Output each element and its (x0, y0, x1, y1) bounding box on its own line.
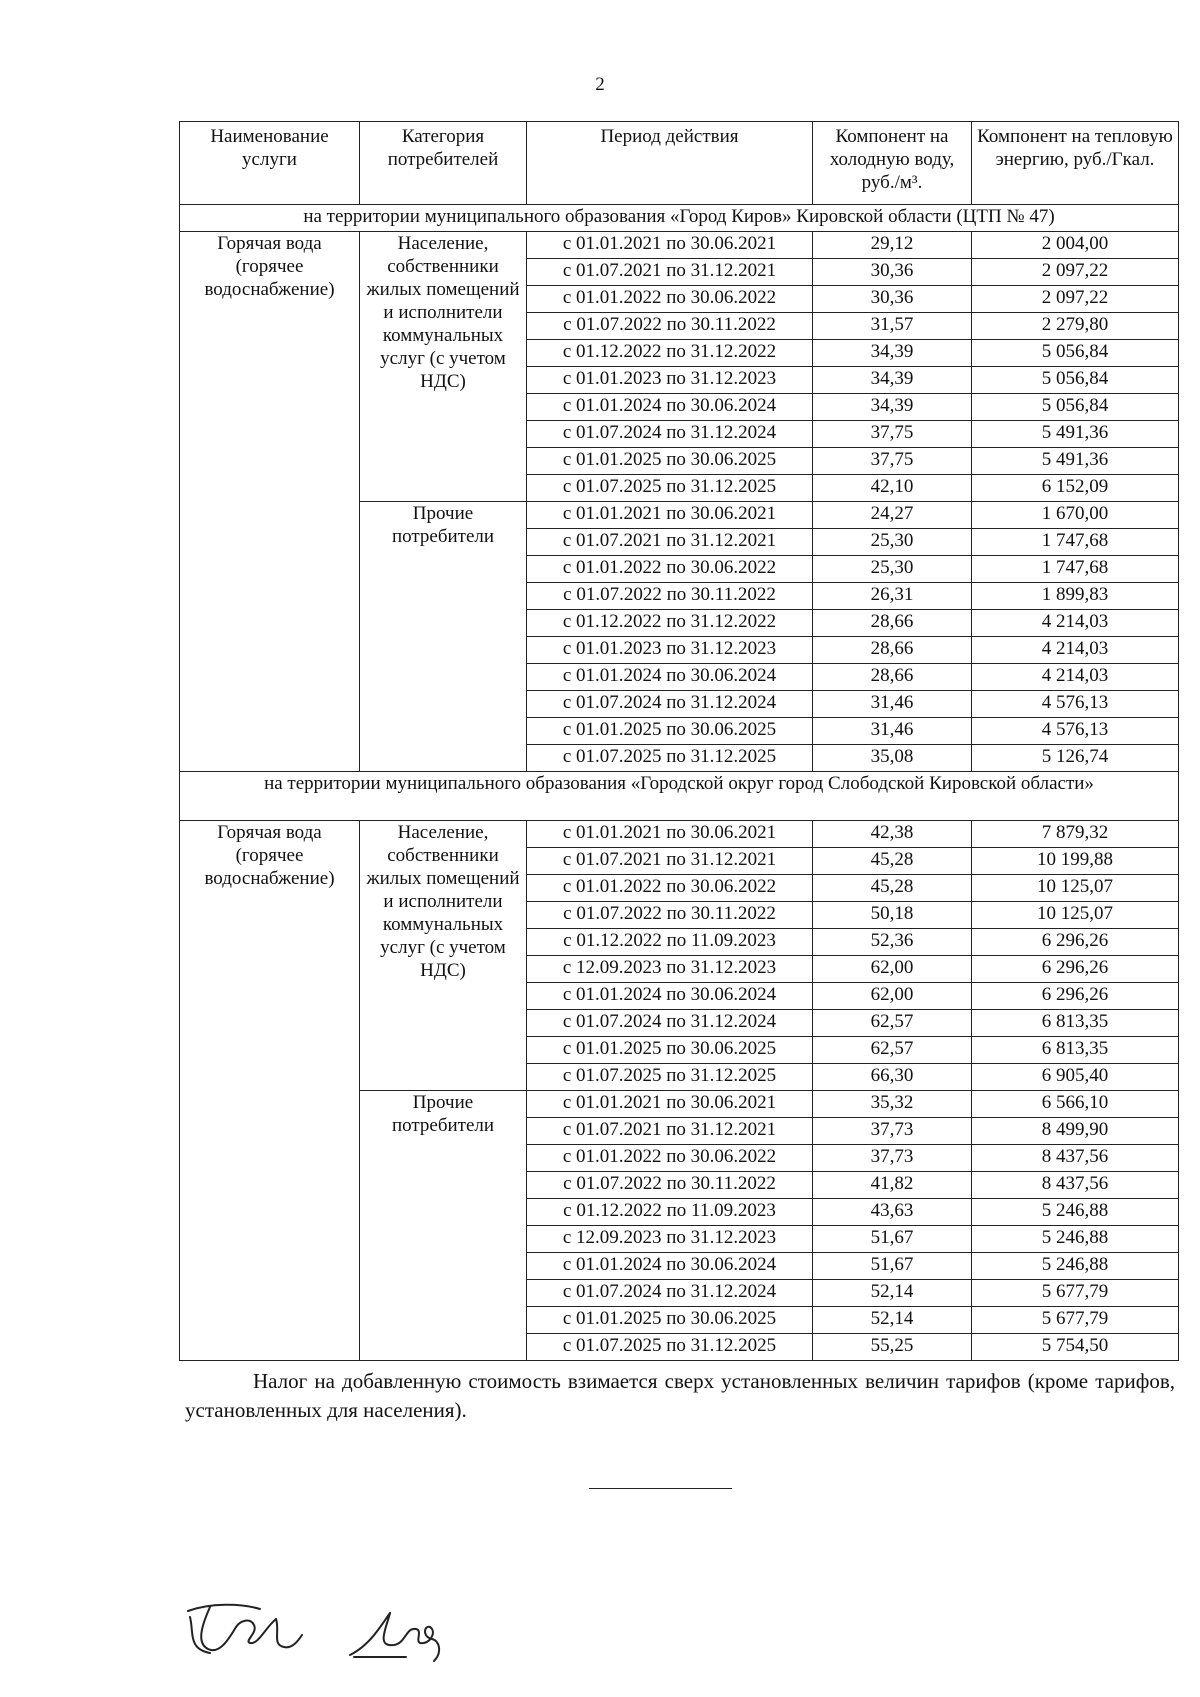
heat-energy-cell: 5 246,88 (972, 1253, 1179, 1280)
cold-water-cell: 30,36 (813, 286, 972, 313)
cold-water-cell: 52,14 (813, 1307, 972, 1334)
heat-energy-cell: 10 199,88 (972, 848, 1179, 875)
table-row (180, 232, 1179, 259)
cold-water-cell: 62,00 (813, 956, 972, 983)
period-cell: с 01.01.2021 по 30.06.2021 (527, 232, 813, 259)
cold-water-cell: 28,66 (813, 610, 972, 637)
period-cell: с 01.07.2025 по 31.12.2025 (527, 745, 813, 772)
heat-energy-cell: 6 152,09 (972, 475, 1179, 502)
heat-energy-cell: 5 754,50 (972, 1334, 1179, 1361)
period-cell: с 01.07.2024 по 31.12.2024 (527, 421, 813, 448)
cold-water-cell: 45,28 (813, 848, 972, 875)
heat-energy-cell: 1 747,68 (972, 529, 1179, 556)
cold-water-cell: 37,73 (813, 1118, 972, 1145)
heat-energy-cell: 6 566,10 (972, 1091, 1179, 1118)
heat-energy-cell: 5 246,88 (972, 1226, 1179, 1253)
heat-energy-cell: 8 437,56 (972, 1172, 1179, 1199)
heat-energy-cell: 8 437,56 (972, 1145, 1179, 1172)
heat-energy-cell: 10 125,07 (972, 875, 1179, 902)
cold-water-cell: 62,57 (813, 1037, 972, 1064)
heat-energy-cell: 5 126,74 (972, 745, 1179, 772)
header-heat-energy: Компонент на тепловую энергию, руб./Гкал. (972, 122, 1179, 205)
cold-water-cell: 25,30 (813, 556, 972, 583)
period-cell: с 01.01.2025 по 30.06.2025 (527, 448, 813, 475)
cold-water-cell: 31,46 (813, 718, 972, 745)
period-cell: с 01.07.2024 по 31.12.2024 (527, 1280, 813, 1307)
section-row (180, 772, 1179, 821)
period-cell: с 01.01.2025 по 30.06.2025 (527, 1037, 813, 1064)
cold-water-cell: 28,66 (813, 664, 972, 691)
cold-water-cell: 45,28 (813, 875, 972, 902)
period-cell: с 01.07.2021 по 31.12.2021 (527, 1118, 813, 1145)
cold-water-cell: 31,57 (813, 313, 972, 340)
cold-water-cell: 42,10 (813, 475, 972, 502)
consumer-category: Прочие потребители (360, 1091, 527, 1361)
period-cell: с 01.01.2022 по 30.06.2022 (527, 1145, 813, 1172)
header-period: Период действия (527, 122, 813, 205)
heat-energy-cell: 5 491,36 (972, 421, 1179, 448)
consumer-category: Население, собственники жилых помещений и исполнители коммунальных услуг (с учетом НДС) (360, 232, 527, 502)
heat-energy-cell: 1 670,00 (972, 502, 1179, 529)
heat-energy-cell: 6 296,26 (972, 956, 1179, 983)
heat-energy-cell: 5 056,84 (972, 367, 1179, 394)
period-cell: с 01.01.2025 по 30.06.2025 (527, 718, 813, 745)
period-cell: с 01.07.2024 по 31.12.2024 (527, 1010, 813, 1037)
period-cell: с 01.01.2022 по 30.06.2022 (527, 286, 813, 313)
section-title: на территории муниципального образования «Городской округ город Слободской Кировской области» (180, 772, 1179, 821)
period-cell: с 01.07.2022 по 30.11.2022 (527, 583, 813, 610)
period-cell: с 01.07.2022 по 30.11.2022 (527, 313, 813, 340)
page-number: 2 (595, 74, 605, 95)
handwritten-signature-icon (188, 1605, 302, 1653)
section-title: на территории муниципального образования «Город Киров» Кировской области (ЦТП № 47) (180, 205, 1179, 232)
cold-water-cell: 52,36 (813, 929, 972, 956)
heat-energy-cell: 5 056,84 (972, 340, 1179, 367)
tariff-table (179, 121, 1179, 1361)
period-cell: с 01.01.2021 по 30.06.2021 (527, 821, 813, 848)
service-name: Горячая вода (горячее водоснабжение) (180, 821, 360, 1361)
period-cell: с 01.12.2022 по 11.09.2023 (527, 1199, 813, 1226)
period-cell: с 01.01.2021 по 30.06.2021 (527, 502, 813, 529)
heat-energy-cell: 2 004,00 (972, 232, 1179, 259)
period-cell: с 01.07.2022 по 30.11.2022 (527, 1172, 813, 1199)
heat-energy-cell: 4 576,13 (972, 718, 1179, 745)
heat-energy-cell: 7 879,32 (972, 821, 1179, 848)
heat-energy-cell: 2 097,22 (972, 286, 1179, 313)
period-cell: с 01.07.2021 по 31.12.2021 (527, 848, 813, 875)
period-cell: с 01.12.2022 по 31.12.2022 (527, 610, 813, 637)
period-cell: с 01.01.2021 по 30.06.2021 (527, 1091, 813, 1118)
heat-energy-cell: 6 813,35 (972, 1037, 1179, 1064)
heat-energy-cell: 5 491,36 (972, 448, 1179, 475)
period-cell: с 12.09.2023 по 31.12.2023 (527, 956, 813, 983)
service-name: Горячая вода (горячее водоснабжение) (180, 232, 360, 772)
period-cell: с 01.07.2024 по 31.12.2024 (527, 691, 813, 718)
cold-water-cell: 35,32 (813, 1091, 972, 1118)
period-cell: с 01.01.2024 по 30.06.2024 (527, 1253, 813, 1280)
cold-water-cell: 37,75 (813, 421, 972, 448)
cold-water-cell: 25,30 (813, 529, 972, 556)
cold-water-cell: 42,38 (813, 821, 972, 848)
cold-water-cell: 43,63 (813, 1199, 972, 1226)
header-cold-water: Компонент на холодную воду, руб./м³. (813, 122, 972, 205)
period-cell: с 01.07.2025 по 31.12.2025 (527, 475, 813, 502)
consumer-category: Прочие потребители (360, 502, 527, 772)
table-row (180, 821, 1179, 848)
heat-energy-cell: 5 677,79 (972, 1280, 1179, 1307)
period-cell: с 01.07.2025 по 31.12.2025 (527, 1334, 813, 1361)
cold-water-cell: 66,30 (813, 1064, 972, 1091)
divider-line (589, 1488, 732, 1489)
period-cell: с 01.01.2024 по 30.06.2024 (527, 394, 813, 421)
cold-water-cell: 29,12 (813, 232, 972, 259)
heat-energy-cell: 8 499,90 (972, 1118, 1179, 1145)
consumer-category: Население, собственники жилых помещений и исполнители коммунальных услуг (с учетом НДС) (360, 821, 527, 1091)
period-cell: с 01.01.2023 по 31.12.2023 (527, 637, 813, 664)
heat-energy-cell: 2 097,22 (972, 259, 1179, 286)
cold-water-cell: 26,31 (813, 583, 972, 610)
vat-footnote: Налог на добавленную стоимость взимается сверх установленных величин тарифов (кроме тарифов, установленных для населения). (185, 1369, 1175, 1422)
cold-water-cell: 24,27 (813, 502, 972, 529)
heat-energy-cell: 1 747,68 (972, 556, 1179, 583)
cold-water-cell: 37,73 (813, 1145, 972, 1172)
period-cell: с 01.12.2022 по 11.09.2023 (527, 929, 813, 956)
period-cell: с 01.01.2024 по 30.06.2024 (527, 664, 813, 691)
heat-energy-cell: 6 296,26 (972, 983, 1179, 1010)
period-cell: с 01.07.2021 по 31.12.2021 (527, 259, 813, 286)
header-service: Наименование услуги (180, 122, 360, 205)
period-cell: с 12.09.2023 по 31.12.2023 (527, 1226, 813, 1253)
heat-energy-cell: 1 899,83 (972, 583, 1179, 610)
heat-energy-cell: 2 279,80 (972, 313, 1179, 340)
cold-water-cell: 35,08 (813, 745, 972, 772)
cold-water-cell: 51,67 (813, 1253, 972, 1280)
heat-energy-cell: 5 056,84 (972, 394, 1179, 421)
period-cell: с 01.12.2022 по 31.12.2022 (527, 340, 813, 367)
period-cell: с 01.01.2022 по 30.06.2022 (527, 875, 813, 902)
cold-water-cell: 31,46 (813, 691, 972, 718)
heat-energy-cell: 5 246,88 (972, 1199, 1179, 1226)
cold-water-cell: 62,57 (813, 1010, 972, 1037)
cold-water-cell: 34,39 (813, 367, 972, 394)
period-cell: с 01.01.2024 по 30.06.2024 (527, 983, 813, 1010)
cold-water-cell: 28,66 (813, 637, 972, 664)
heat-energy-cell: 4 214,03 (972, 637, 1179, 664)
period-cell: с 01.01.2023 по 31.12.2023 (527, 367, 813, 394)
heat-energy-cell: 6 813,35 (972, 1010, 1179, 1037)
handwritten-initials-icon (350, 1613, 439, 1661)
heat-energy-cell: 6 296,26 (972, 929, 1179, 956)
heat-energy-cell: 4 576,13 (972, 691, 1179, 718)
cold-water-cell: 62,00 (813, 983, 972, 1010)
heat-energy-cell: 4 214,03 (972, 664, 1179, 691)
cold-water-cell: 34,39 (813, 340, 972, 367)
cold-water-cell: 30,36 (813, 259, 972, 286)
cold-water-cell: 37,75 (813, 448, 972, 475)
cold-water-cell: 50,18 (813, 902, 972, 929)
table-header-row (180, 122, 1179, 205)
heat-energy-cell: 10 125,07 (972, 902, 1179, 929)
cold-water-cell: 51,67 (813, 1226, 972, 1253)
period-cell: с 01.07.2025 по 31.12.2025 (527, 1064, 813, 1091)
section-row (180, 205, 1179, 232)
cold-water-cell: 55,25 (813, 1334, 972, 1361)
heat-energy-cell: 6 905,40 (972, 1064, 1179, 1091)
cold-water-cell: 41,82 (813, 1172, 972, 1199)
tariff-table-body (180, 205, 1179, 1361)
cold-water-cell: 52,14 (813, 1280, 972, 1307)
period-cell: с 01.07.2022 по 30.11.2022 (527, 902, 813, 929)
header-category: Категория потребителей (360, 122, 527, 205)
signatures (180, 1597, 480, 1672)
period-cell: с 01.07.2021 по 31.12.2021 (527, 529, 813, 556)
period-cell: с 01.01.2022 по 30.06.2022 (527, 556, 813, 583)
heat-energy-cell: 5 677,79 (972, 1307, 1179, 1334)
period-cell: с 01.01.2025 по 30.06.2025 (527, 1307, 813, 1334)
cold-water-cell: 34,39 (813, 394, 972, 421)
heat-energy-cell: 4 214,03 (972, 610, 1179, 637)
